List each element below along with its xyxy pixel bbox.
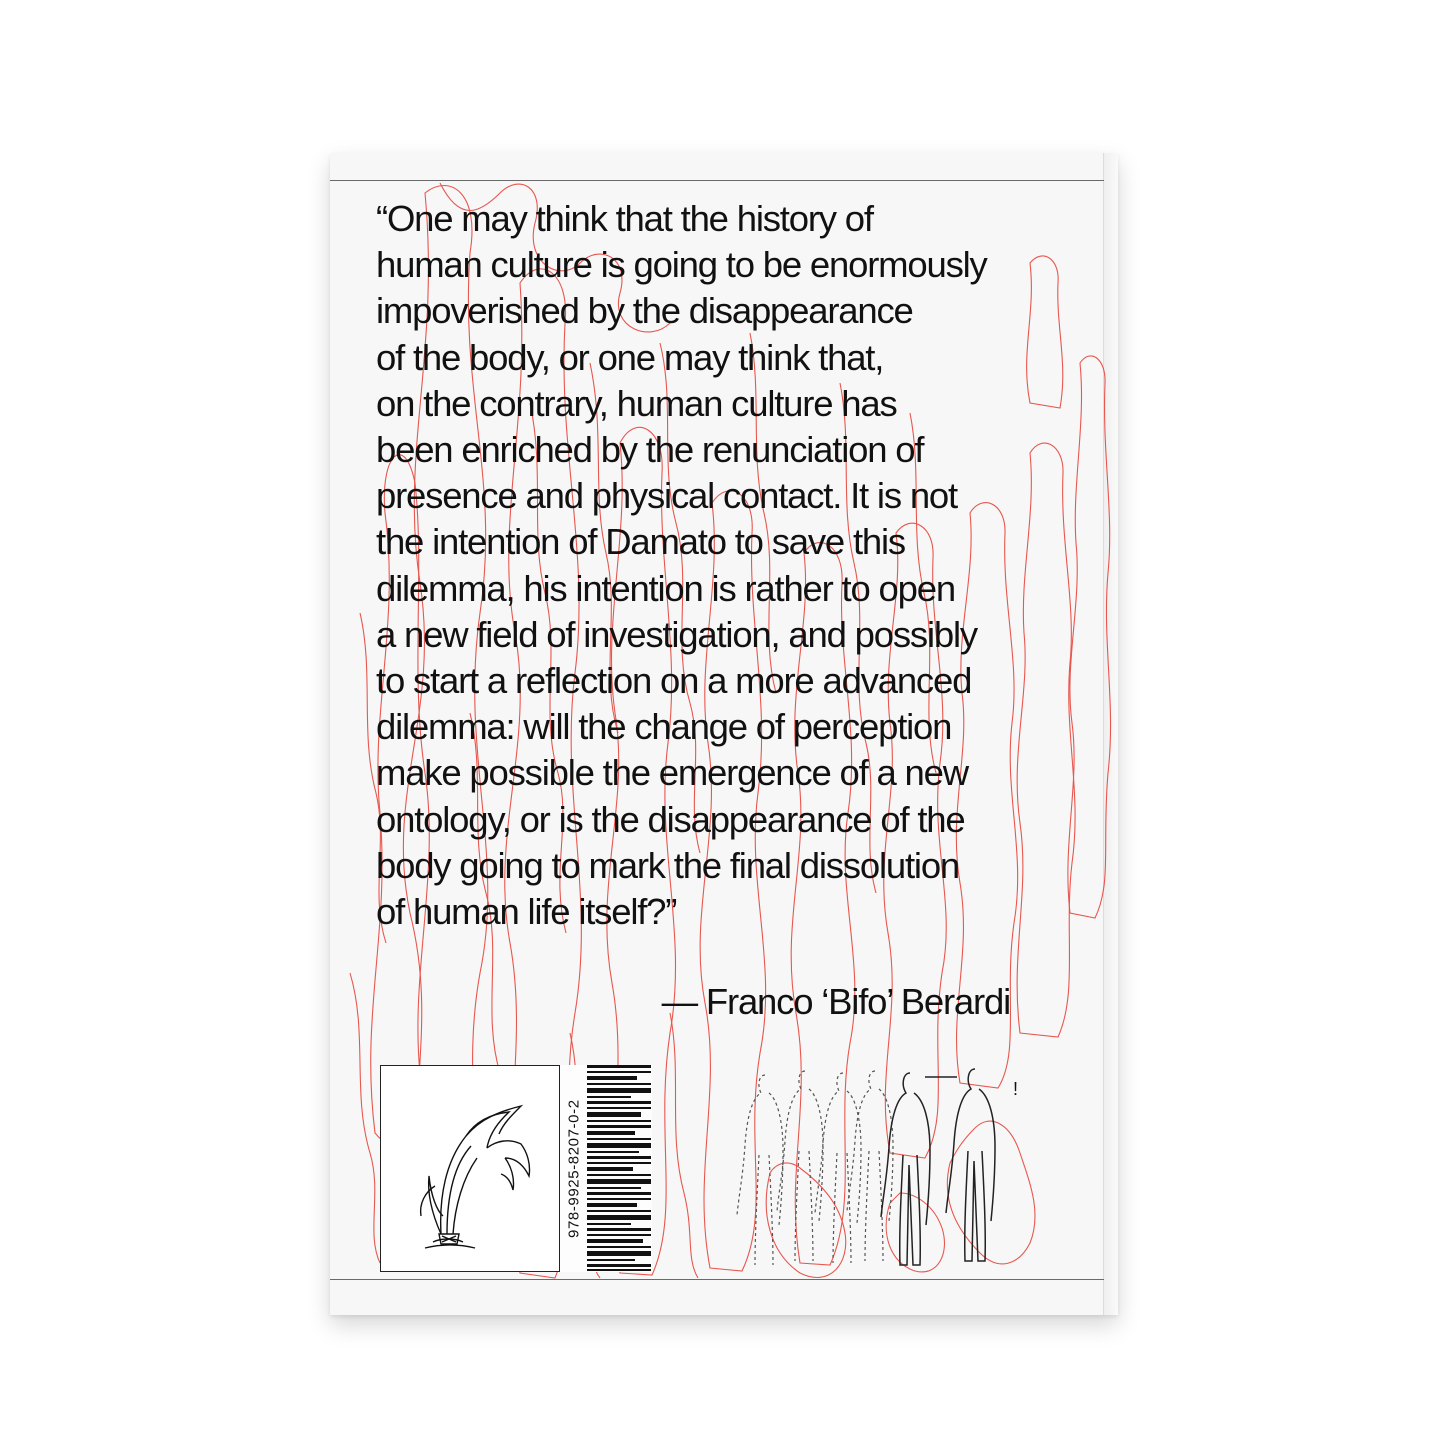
- quote-line: impoverished by the disappearance: [376, 290, 913, 332]
- quote-line: presence and physical contact. It is not: [376, 475, 957, 517]
- quote-line: been enriched by the renunciation of: [376, 429, 924, 471]
- human-figures-illustration: [725, 1065, 1030, 1275]
- quote-attribution: — Franco ‘Bifo’ Berardi: [661, 981, 1010, 1022]
- book-back-cover: [330, 153, 1118, 1315]
- barcode-icon: [587, 1065, 652, 1272]
- fountain-logo-icon: [381, 1066, 558, 1270]
- quote-line: a new field of investigation, and possibly: [376, 613, 977, 655]
- quote-line: to start a reflection on a more advanced: [376, 660, 972, 702]
- quote-line: dilemma, his intention is rather to open: [376, 567, 955, 609]
- quote-line: human culture is going to be enormously: [376, 244, 987, 286]
- quote-line: make possible the emergence of a new: [376, 752, 968, 794]
- quote-line: of human life itself?”: [376, 891, 677, 933]
- quote-line: body going to mark the final dissolution: [376, 844, 960, 886]
- publisher-logo-panel: [380, 1065, 560, 1272]
- figures-mark: !: [1013, 1079, 1019, 1099]
- quote-line: the intention of Damato to save this: [376, 521, 905, 563]
- quote-line: ontology, or is the disappearance of the: [376, 798, 965, 840]
- quote-line: on the contrary, human culture has: [376, 382, 897, 424]
- isbn-number: 978-9925-8207-0-2: [565, 1099, 583, 1238]
- quote-line: of the body, or one may think that,: [376, 336, 884, 378]
- quote-line: “One may think that the history of: [376, 198, 873, 239]
- quote-text: [376, 196, 987, 935]
- quote-line: dilemma: will the change of perception: [376, 706, 952, 748]
- barcode-block: [380, 1065, 652, 1272]
